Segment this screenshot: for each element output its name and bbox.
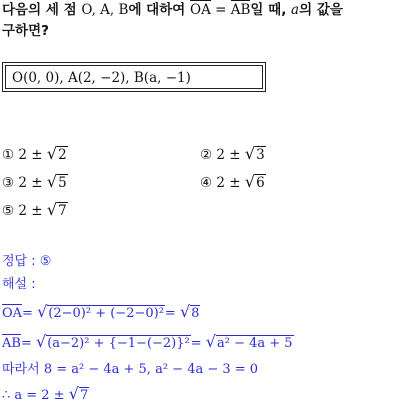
radical: √2 (46, 144, 67, 163)
choice-5[interactable] (2, 201, 68, 220)
choice-2[interactable] (200, 145, 266, 164)
given-points-box (2, 62, 266, 92)
radicand: 2 (58, 147, 67, 163)
radicand: 3 (256, 147, 265, 163)
choice-number: ③ (2, 175, 15, 191)
answer-value: ⑤ (39, 254, 52, 269)
question-text (2, 0, 398, 42)
question-points: O, A, B (81, 2, 129, 18)
answer-label: 정답 : (2, 254, 40, 269)
radicand: (a−2)² + {−1−(−2)}² (47, 336, 190, 351)
equals-sign: = (210, 2, 231, 18)
choice-prefix: 2 ± (18, 147, 47, 163)
radical: √8 (179, 302, 200, 321)
radical: √a² − 4a + 5 (205, 332, 293, 351)
given-points-text: O(0, 0), A(2, −2), B(a, −1) (12, 70, 191, 86)
radicand: 7 (58, 203, 67, 219)
solution-label-text: 해설 : (2, 277, 36, 292)
choice-1[interactable] (2, 145, 68, 164)
segment-ab: AB (2, 336, 21, 351)
question-line1-end: 의 값을 (299, 2, 343, 18)
equals-sign: = (22, 306, 38, 321)
choice-prefix: 2 ± (18, 175, 47, 191)
question-line2: 구하면? (2, 23, 49, 39)
choice-number: ① (2, 147, 15, 163)
choice-number: ④ (200, 175, 213, 191)
radicand: 7 (79, 388, 89, 403)
radical: √(a−2)² + {−1−(−2)}² (35, 332, 190, 351)
solution-line-3 (2, 360, 258, 380)
answer-line (2, 252, 51, 272)
question-line1-mid: 에 대하여 (128, 2, 191, 18)
solution-line-2 (2, 332, 294, 354)
radicand: 6 (256, 175, 265, 191)
choice-3[interactable] (2, 173, 68, 192)
radical: √(2−0)² + (−2−0)² (37, 302, 164, 321)
question-line1-post: 일 때, (250, 2, 292, 18)
question-line1-pre: 다음의 세 점 (2, 2, 82, 18)
segment-oa: OA (190, 2, 211, 18)
choice-prefix: 2 ± (18, 203, 47, 219)
radical: √5 (46, 172, 67, 191)
radical: √6 (244, 172, 265, 191)
radical: √7 (46, 200, 67, 219)
solution-line-4 (2, 384, 89, 406)
therefore-text: 따라서 (2, 362, 44, 377)
choice-number: ⑤ (2, 203, 15, 219)
equation: 8 = a² − 4a + 5, a² − 4a − 3 = 0 (43, 362, 259, 377)
radicand: (2−0)² + (−2−0)² (48, 306, 164, 321)
radicand: 8 (191, 306, 200, 321)
radical: √3 (244, 144, 265, 163)
conclusion-prefix: ∴ a = 2 ± (2, 388, 69, 403)
segment-oa: OA (2, 306, 23, 321)
solution-label (2, 275, 36, 295)
choice-number: ② (200, 147, 213, 163)
variable-a: a (291, 2, 300, 18)
radicand: a² − 4a + 5 (216, 336, 293, 351)
choice-prefix: 2 ± (216, 175, 245, 191)
segment-ab: AB (230, 2, 251, 18)
equals-sign: = (20, 336, 36, 351)
radicand: 5 (58, 175, 67, 191)
choice-prefix: 2 ± (216, 147, 245, 163)
equals-sign: = (164, 306, 180, 321)
choice-4[interactable] (200, 173, 266, 192)
radical: √7 (68, 384, 89, 403)
solution-line-1 (2, 302, 200, 324)
equals-sign: = (190, 336, 206, 351)
